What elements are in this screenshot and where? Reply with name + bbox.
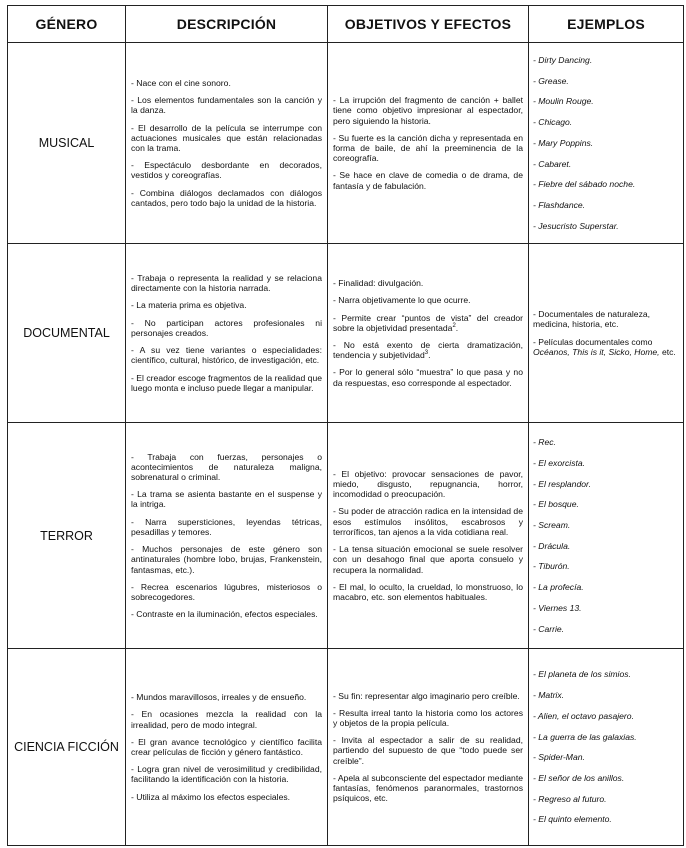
- objective-text-tail: .: [428, 350, 431, 361]
- description-item: - Logra gran nivel de verosimilitud y credibilidad, facilitando la identificación con la historia.: [131, 764, 322, 785]
- objectives-cell: [328, 423, 529, 649]
- objective-item: - El mal, lo oculto, la crueldad, lo monstruoso, lo macabro, etc. son elementos habituales.: [333, 581, 523, 602]
- objective-item: - Finalidad: divulgación.: [333, 278, 424, 289]
- example-item: - Mary Poppins.: [533, 137, 594, 148]
- example-item: - Grease.: [533, 75, 569, 86]
- table-row: [8, 244, 684, 423]
- example-item: - Documentales de naturaleza, medicina, historia, etc.: [533, 309, 651, 330]
- description-item: - Combina diálogos declamados con diálogos cantados, pero todo bajo la unidad de la historia.: [131, 187, 322, 208]
- example-text-tail: etc.: [659, 346, 676, 357]
- example-titles: Océanos, This is it, Sicko, Home,: [533, 346, 660, 357]
- objective-item: - Narra objetivamente lo que ocurre.: [333, 295, 471, 306]
- objective-item: - Por lo general sólo “muestra” lo que pasa y no da respuestas, eso corresponde al espectador.: [333, 367, 523, 388]
- example-item: - Scream.: [533, 520, 571, 531]
- example-item: - Carrie.: [533, 623, 565, 634]
- description-item: - El desarrollo de la película se interrumpe con actuaciones musicales que están relacionadas con la trama.: [131, 122, 322, 153]
- header-genero: GÉNERO: [8, 6, 126, 43]
- objectives-cell: [328, 649, 529, 846]
- description-item: - La trama se asienta bastante en el suspense y la intriga.: [131, 489, 322, 510]
- description-item: - Trabaja con fuerzas, personajes o acontecimientos de naturaleza maligna, sobrenatural o criminal.: [131, 451, 322, 483]
- examples-cell: [529, 649, 684, 846]
- objective-text-tail: .: [455, 322, 459, 333]
- footnote-marker: 3: [424, 350, 429, 357]
- example-item: - El planeta de los simios.: [533, 669, 631, 680]
- example-text: - Películas documentales como: [533, 336, 653, 347]
- example-item: - Cabaret.: [533, 158, 572, 169]
- description-item: - Contraste en la iluminación, efectos especiales.: [131, 609, 318, 620]
- description-item: - A su vez tiene variantes o especialidades: científico, cultural, histórico, de investigación, etc.: [131, 345, 322, 366]
- objective-item: - Resulta irreal tanto la historia como los actores y objetos de la propia película.: [333, 707, 523, 728]
- example-item: - Regreso al futuro.: [533, 793, 607, 804]
- example-item: - Alien, el octavo pasajero.: [533, 710, 634, 721]
- header-row: [8, 6, 684, 43]
- example-item: - Jesucristo Superstar.: [533, 220, 619, 231]
- objective-item: - Invita al espectador a salir de su realidad, partiendo del supuesto de que “todo puede ser creíble”.: [333, 735, 523, 766]
- example-item: - Matrix.: [533, 690, 565, 701]
- description-item: - En ocasiones mezcla la realidad con la irrealidad, pero de modo integral.: [131, 709, 322, 730]
- objective-item: - La tensa situación emocional se suele resolver con un desahogo final que aporta consuelo y recupera la normalidad.: [333, 544, 523, 575]
- example-item: - El exorcista.: [533, 457, 586, 468]
- description-item: - Narra supersticiones, leyendas tétricas, pesadillas y temores.: [131, 516, 322, 537]
- header-ejemplos: EJEMPLOS: [529, 6, 684, 43]
- table-row: [8, 423, 684, 649]
- description-item: - Nace con el cine sonoro.: [131, 77, 231, 88]
- example-item: - Spider-Man.: [533, 752, 585, 763]
- objective-item: [333, 340, 523, 360]
- example-item: - El quinto elemento.: [533, 814, 612, 825]
- table-row: [8, 43, 684, 244]
- objective-item: - Su fuerte es la canción dicha y representada en forma de baile, de ahí la preeminencia de la coreografía.: [333, 132, 523, 164]
- objectives-cell: [328, 43, 529, 244]
- example-item: - El señor de los anillos.: [533, 772, 625, 783]
- description-item: - Mundos maravillosos, irreales y de ensueño.: [131, 692, 307, 703]
- genre-name: TERROR: [8, 423, 126, 649]
- header-objetivos: OBJETIVOS Y EFECTOS: [328, 6, 529, 43]
- objective-item: - Su poder de atracción radica en la intensidad de esos estímulos insólitos, escabrosos y terroríficos, tan ajenos a la vida cotidiana real.: [333, 506, 523, 537]
- genre-table: [7, 5, 684, 846]
- example-item: - Fiebre del sábado noche.: [533, 179, 636, 190]
- objective-item: - La irrupción del fragmento de canción + ballet tiene como objetivo impresionar al espectador, pero siguiendo la historia.: [333, 95, 523, 126]
- objective-text: - No está exento de cierta dramatización, tendencia y subjetividad: [333, 340, 523, 361]
- examples-cell: [529, 423, 684, 649]
- description-item: - Utiliza al máximo los efectos especiales.: [131, 791, 291, 802]
- objective-text: - Permite crear “puntos de vista” del creador sobre la objetividad presentada: [333, 312, 523, 333]
- example-item: - Viernes 13.: [533, 602, 582, 613]
- example-item: - Dirty Dancing.: [533, 55, 593, 66]
- description-item: - El creador escoge fragmentos de la realidad que luego monta e incluso puede llegar a manipular.: [131, 372, 322, 393]
- description-item: - El gran avance tecnológico y científico facilita crear películas de ficción y género fantástico.: [131, 736, 322, 757]
- header-descripcion: DESCRIPCIÓN: [126, 6, 328, 43]
- description-cell: [126, 43, 328, 244]
- genre-name: CIENCIA FICCIÓN: [8, 649, 126, 846]
- footnote-marker: 2: [452, 322, 456, 329]
- example-item: - Chicago.: [533, 117, 573, 128]
- objective-item: - El objetivo: provocar sensaciones de pavor, miedo, disgusto, repugnancia, horror, incomodidad o preocupación.: [333, 468, 523, 500]
- example-item: - Flashdance.: [533, 200, 586, 210]
- example-item: - El bosque.: [533, 499, 579, 510]
- example-item: - Moulin Rouge.: [533, 96, 594, 107]
- objectives-cell: [328, 244, 529, 423]
- description-item: - La materia prima es objetiva.: [131, 300, 247, 311]
- genre-name: DOCUMENTAL: [8, 244, 126, 423]
- description-item: - Recrea escenarios lúgubres, misteriosos o sobrecogedores.: [131, 581, 322, 602]
- objective-item: - Su fin: representar algo imaginario pero creíble.: [333, 690, 520, 701]
- example-item: - El resplandor.: [533, 478, 591, 489]
- description-item: - Trabaja o representa la realidad y se relaciona directamente con la historia narrada.: [131, 273, 322, 294]
- example-item: - Tiburón.: [533, 561, 570, 572]
- example-item: [533, 337, 679, 357]
- objective-item: - Apela al subconsciente del espectador mediante fantasías, fenómenos paranormales, trastornos psíquicos, etc.: [333, 772, 523, 804]
- example-item: - Rec.: [533, 437, 556, 448]
- description-cell: [126, 244, 328, 423]
- genre-name: MUSICAL: [8, 43, 126, 244]
- description-cell: [126, 423, 328, 649]
- description-item: - Muchos personajes de este género son antinaturales (hombre lobo, brujas, Frankenstein, fantasmas, etc.).: [131, 544, 322, 575]
- description-item: - No participan actores profesionales ni personajes creados.: [131, 317, 322, 338]
- description-item: - Los elementos fundamentales son la canción y la danza.: [131, 95, 322, 116]
- example-item: - La profecía.: [533, 582, 584, 593]
- objective-item: - Se hace en clave de comedia o de drama, de fantasía y de fabulación.: [333, 170, 523, 191]
- description-item: - Espectáculo desbordante en decorados, vestidos y coreografías.: [131, 160, 322, 181]
- example-item: - Drácula.: [533, 540, 571, 551]
- example-item: - La guerra de las galaxias.: [533, 731, 637, 742]
- description-cell: [126, 649, 328, 846]
- examples-cell: [529, 244, 684, 423]
- table-row: [8, 649, 684, 846]
- objective-item: [333, 313, 523, 333]
- examples-cell: [529, 43, 684, 244]
